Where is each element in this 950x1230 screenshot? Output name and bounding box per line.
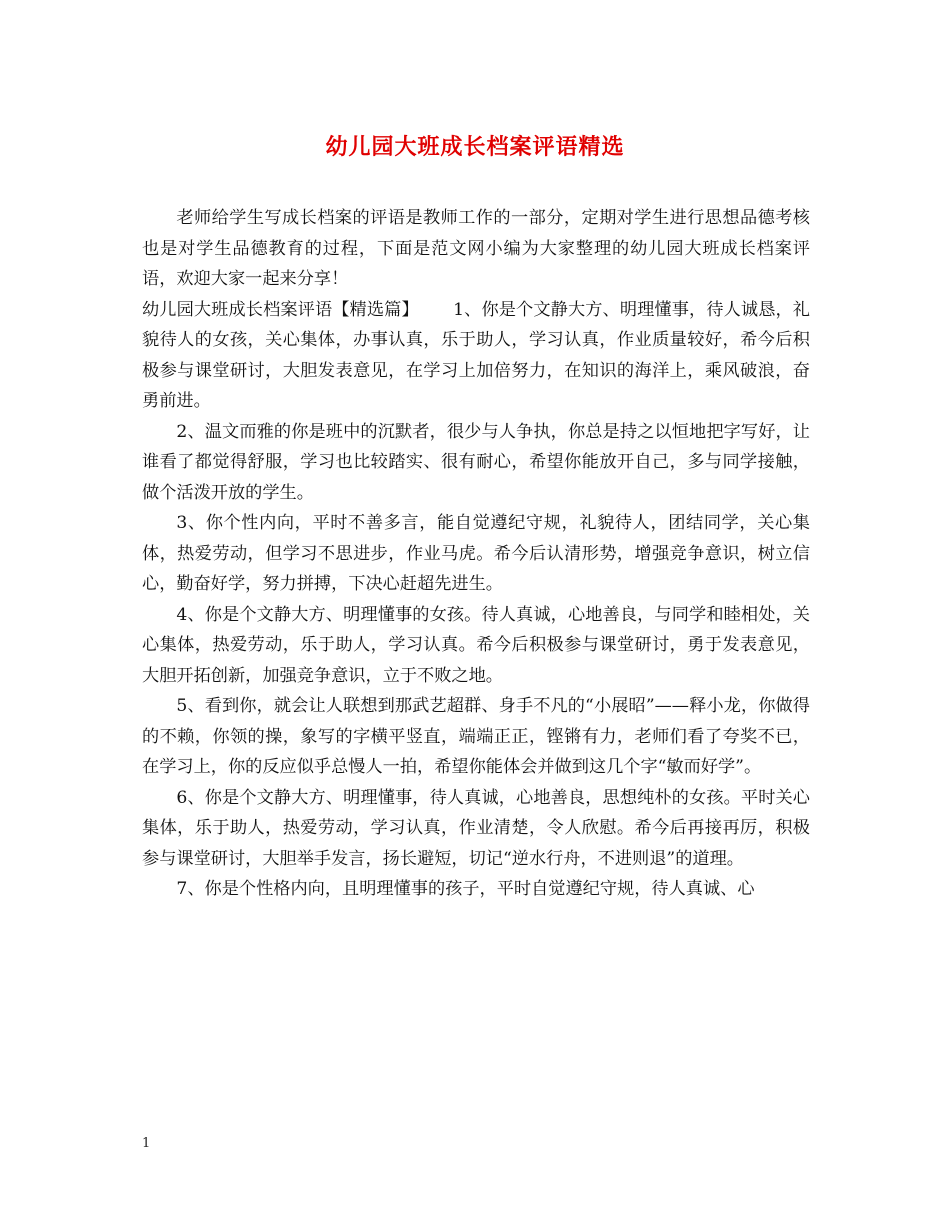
comment-paragraph-2: 2、温文而雅的你是班中的沉默者，很少与人争执，你总是持之以恒地把字写好，让谁看了都觉得舒服，学习也比较踏实、很有耐心，希望你能放开自己，多与同学接触，做个活泼开放的学生。 — [142, 421, 810, 503]
comment-paragraph-6: 6、你是个文静大方、明理懂事，待人真诚，心地善良，思想纯朴的女孩。平时关心集体，乐于助人，热爱劳动，学习认真，作业清楚，令人欣慰。希今后再接再厉，积极参与课堂研讨，大胆举手发言，扬长避短，切记“逆水行舟，不进则退”的道理。 — [142, 787, 810, 869]
comment-paragraph-7: 7、你是个性格内向，且明理懂事的孩子，平时自觉遵纪守规，待人真诚、心 — [176, 879, 755, 899]
document-title: 幼儿园大班成长档案评语精选 — [325, 134, 625, 160]
section-paragraph — [142, 295, 810, 417]
document-body — [142, 203, 810, 905]
comment-paragraph-5: 5、看到你，就会让人联想到那武艺超群、身手不凡的“小展昭”——释小龙，你做得的不赖，你领的操，象写的字横平竖直，端端正正，铿锵有力，老师们看了夸奖不已，在学习上，你的反应似乎总慢人一拍，希望你能体会并做到这几个字“敏而好学”。 — [142, 696, 810, 777]
intro-paragraph: 老师给学生写成长档案的评语是教师工作的一部分，定期对学生进行思想品德考核也是对学生品德教育的过程，下面是范文网小编为大家整理的幼儿园大班成长档案评语，欢迎大家一起来分享！ — [142, 208, 810, 289]
comment-paragraph-1: 1、你是个文静大方、明理懂事，待人诚恳，礼貌待人的女孩，关心集体，办事认真，乐于助人，学习认真，作业质量较好，希今后积极参与课堂研讨，大胆发表意见，在学习上加倍努力，在知识的海洋上，乘风破浪，奋勇前进。 — [142, 299, 810, 411]
comment-paragraph-4: 4、你是个文静大方、明理懂事的女孩。待人真诚，心地善良，与同学和睦相处，关心集体，热爱劳动，乐于助人，学习认真。希今后积极参与课堂研讨，勇于发表意见，大胆开拓创新，加强竞争意识，立于不败之地。 — [142, 604, 810, 686]
page-number: 1 — [142, 1136, 151, 1151]
comment-paragraph-3: 3、你个性内向，平时不善多言，能自觉遵纪守规，礼貌待人，团结同学，关心集体，热爱劳动，但学习不思进步，作业马虎。希今后认清形势，增强竞争意识，树立信心，勤奋好学，努力拼搏，下决心赶超先进生。 — [142, 513, 810, 594]
section-heading: 幼儿园大班成长档案评语【精选篇】 — [142, 299, 419, 320]
